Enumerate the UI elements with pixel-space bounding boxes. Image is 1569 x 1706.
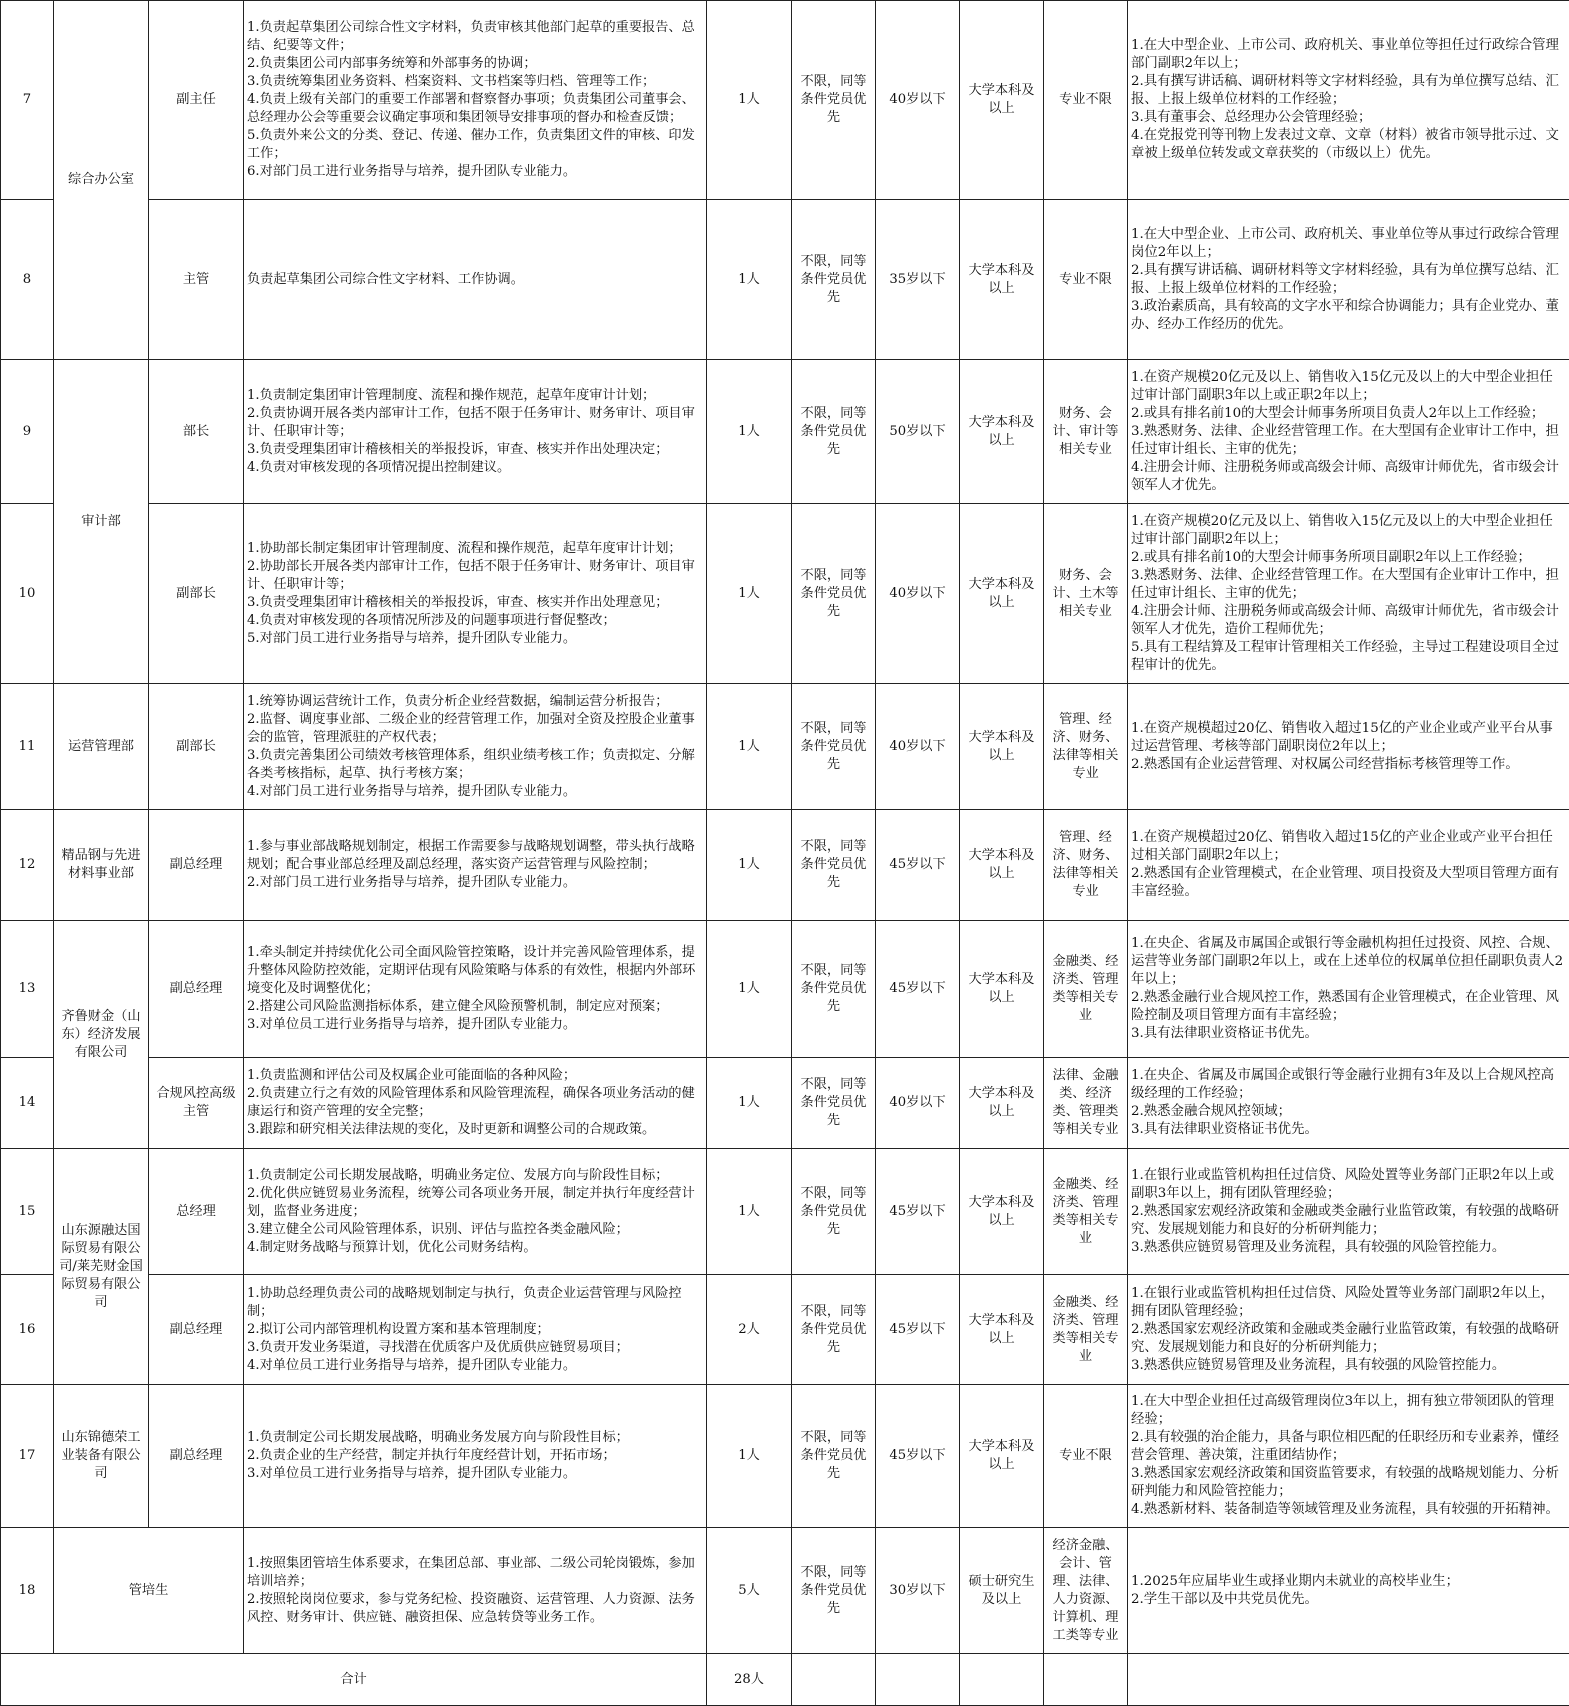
headcount-cell: 2人 bbox=[707, 1275, 792, 1385]
table-row bbox=[1, 1385, 1569, 1528]
education-cell: 大学本科及以上 bbox=[960, 360, 1044, 504]
requirement-cell: 1.在资产规模超过20亿、销售收入超过15亿的产业企业或产业平台担任过相关部门副职2年以上； 2.熟悉国有企业管理模式，在企业管理、项目投资及大型项目管理方面有丰富经验。 bbox=[1128, 810, 1569, 921]
post-cell: 副部长 bbox=[149, 504, 244, 684]
requirement-cell: 1.在央企、省属及市属国企或银行等金融机构担任过投资、风控、合规、运营等业务部门副职2年以上，或在上述单位的权属单位担任副职负责人2年以上； 2.熟悉金融行业合规风控工作，熟悉国有企业管理模式，在企业管理、风险控制及项目管理方面有丰富经验； 3.具有法律职业资格证书优先。 bbox=[1128, 921, 1569, 1058]
education-cell: 大学本科及以上 bbox=[960, 1058, 1044, 1149]
department-cell: 山东锦德荣工业装备有限公司 bbox=[54, 1385, 149, 1528]
department-cell: 运营管理部 bbox=[54, 684, 149, 810]
education-cell: 大学本科及以上 bbox=[960, 1385, 1044, 1528]
headcount-cell: 1人 bbox=[707, 1, 792, 200]
requirement-cell: 1.在央企、省属及市属国企或银行等金融行业拥有3年及以上合规风控高级经理的工作经验； 2.熟悉金融合规风控领域； 3.具有法律职业资格证书优先。 bbox=[1128, 1058, 1569, 1149]
major-cell: 财务、会计、审计等相关专业 bbox=[1044, 360, 1128, 504]
duty-cell: 负责起草集团公司综合性文字材料、工作协调。 bbox=[244, 200, 707, 360]
politics-cell: 不限，同等条件党员优先 bbox=[792, 684, 876, 810]
department-cell: 精品钢与先进材料事业部 bbox=[54, 810, 149, 921]
total-label: 合计 bbox=[1, 1654, 707, 1706]
major-cell: 专业不限 bbox=[1044, 200, 1128, 360]
education-cell: 大学本科及以上 bbox=[960, 1275, 1044, 1385]
headcount-cell: 1人 bbox=[707, 1385, 792, 1528]
table-row bbox=[1, 1, 1569, 200]
headcount-cell: 1人 bbox=[707, 1149, 792, 1275]
major-cell: 金融类、经济类、管理类等相关专业 bbox=[1044, 921, 1128, 1058]
politics-cell: 不限，同等条件党员优先 bbox=[792, 921, 876, 1058]
politics-cell: 不限，同等条件党员优先 bbox=[792, 200, 876, 360]
table-row bbox=[1, 200, 1569, 360]
post-cell: 部长 bbox=[149, 360, 244, 504]
age-cell: 40岁以下 bbox=[876, 1058, 960, 1149]
post-cell: 总经理 bbox=[149, 1149, 244, 1275]
education-cell: 大学本科及以上 bbox=[960, 200, 1044, 360]
duty-cell: 1.负责起草集团公司综合性文字材料，负责审核其他部门起草的重要报告、总结、纪要等文件； 2.负责集团公司内部事务统筹和外部事务的协调； 3.负责统筹集团业务资料、档案资料、文书档案等归档、管理等工作； 4.负责上级有关部门的重要工作部署和督察督办事项；负责集团公司董事会、总经理办公会等重要会议确定事项和集团领导安排事项的督办和检查反馈； 5.负责外来公文的分类、登记、传递、催办工作，负责集团文件的审核、印发工作； 6.对部门员工进行业务指导与培养，提升团队专业能力。 bbox=[244, 1, 707, 200]
education-cell: 大学本科及以上 bbox=[960, 921, 1044, 1058]
politics-cell: 不限，同等条件党员优先 bbox=[792, 504, 876, 684]
requirement-cell: 1.在大中型企业、上市公司、政府机关、事业单位等担任过行政综合管理部门副职2年以上； 2.具有撰写讲话稿、调研材料等文字材料经验，具有为单位撰写总结、汇报、上报上级单位材料的工作经验； 3.具有董事会、总经理办公会管理经验； 4.在党报党刊等刊物上发表过文章、文章（材料）被省市领导批示过、文章被上级单位转发或文章获奖的（市级以上）优先。 bbox=[1128, 1, 1569, 200]
row-number: 9 bbox=[1, 360, 54, 504]
row-number: 13 bbox=[1, 921, 54, 1058]
table-row bbox=[1, 1528, 1569, 1654]
department-cell: 管培生 bbox=[54, 1528, 244, 1654]
major-cell: 专业不限 bbox=[1044, 1385, 1128, 1528]
major-cell: 管理、经济、财务、法律等相关专业 bbox=[1044, 684, 1128, 810]
row-number: 8 bbox=[1, 200, 54, 360]
table-row bbox=[1, 1149, 1569, 1275]
post-cell: 副总经理 bbox=[149, 810, 244, 921]
politics-cell: 不限，同等条件党员优先 bbox=[792, 1, 876, 200]
major-cell: 金融类、经济类、管理类等相关专业 bbox=[1044, 1149, 1128, 1275]
education-cell: 硕士研究生及以上 bbox=[960, 1528, 1044, 1654]
age-cell: 35岁以下 bbox=[876, 200, 960, 360]
headcount-cell: 5人 bbox=[707, 1528, 792, 1654]
major-cell: 管理、经济、财务、法律等相关专业 bbox=[1044, 810, 1128, 921]
headcount-cell: 1人 bbox=[707, 360, 792, 504]
row-number: 10 bbox=[1, 504, 54, 684]
table-row bbox=[1, 360, 1569, 504]
headcount-cell: 1人 bbox=[707, 1058, 792, 1149]
row-number: 14 bbox=[1, 1058, 54, 1149]
education-cell: 大学本科及以上 bbox=[960, 504, 1044, 684]
requirement-cell: 1.在资产规模超过20亿、销售收入超过15亿的产业企业或产业平台从事过运营管理、考核等部门副职岗位2年以上； 2.熟悉国有企业运营管理、对权属公司经营指标考核管理等工作。 bbox=[1128, 684, 1569, 810]
education-cell: 大学本科及以上 bbox=[960, 810, 1044, 921]
duty-cell: 1.负责制定集团审计管理制度、流程和操作规范，起草年度审计计划； 2.负责协调开展各类内部审计工作，包括不限于任务审计、财务审计、项目审计、任职审计等； 3.负责受理集团审计稽核相关的举报投诉，审查、核实并作出处理决定； 4.负责对审核发现的各项情况提出控制建议。 bbox=[244, 360, 707, 504]
major-cell: 金融类、经济类、管理类等相关专业 bbox=[1044, 1275, 1128, 1385]
total-row bbox=[1, 1654, 1569, 1706]
politics-cell: 不限，同等条件党员优先 bbox=[792, 360, 876, 504]
politics-cell: 不限，同等条件党员优先 bbox=[792, 1149, 876, 1275]
table-row bbox=[1, 810, 1569, 921]
headcount-cell: 1人 bbox=[707, 504, 792, 684]
age-cell: 40岁以下 bbox=[876, 1, 960, 200]
requirement-cell: 1.在银行业或监管机构担任过信贷、风险处置等业务部门副职2年以上，拥有团队管理经验； 2.熟悉国家宏观经济政策和金融或类金融行业监管政策，有较强的战略研究、发展规划能力和良好的分析研判能力； 3.熟悉供应链贸易管理及业务流程，具有较强的风险管控能力。 bbox=[1128, 1275, 1569, 1385]
politics-cell: 不限，同等条件党员优先 bbox=[792, 1528, 876, 1654]
requirement-cell: 1.2025年应届毕业生或择业期内未就业的高校毕业生； 2.学生干部以及中共党员优先。 bbox=[1128, 1528, 1569, 1654]
requirement-cell: 1.在资产规模20亿元及以上、销售收入15亿元及以上的大中型企业担任过审计部门副职3年以上或正职2年以上； 2.或具有排名前10的大型会计师事务所项目负责人2年以上工作经验； 3.熟悉财务、法律、企业经营管理工作。在大型国有企业审计工作中，担任过审计组长、主审的优先； 4.注册会计师、注册税务师或高级会计师、高级审计师优先，省市级会计领军人才优先。 bbox=[1128, 360, 1569, 504]
headcount-cell: 1人 bbox=[707, 810, 792, 921]
age-cell: 45岁以下 bbox=[876, 810, 960, 921]
age-cell: 45岁以下 bbox=[876, 921, 960, 1058]
age-cell: 45岁以下 bbox=[876, 1149, 960, 1275]
table-row bbox=[1, 1275, 1569, 1385]
post-cell: 副总经理 bbox=[149, 1275, 244, 1385]
post-cell: 副总经理 bbox=[149, 921, 244, 1058]
education-cell: 大学本科及以上 bbox=[960, 684, 1044, 810]
table-row bbox=[1, 921, 1569, 1058]
major-cell: 经济金融、会计、管理、法律、人力资源、计算机、理工类等专业 bbox=[1044, 1528, 1128, 1654]
empty-cell bbox=[876, 1654, 960, 1706]
duty-cell: 1.协助总经理负责公司的战略规划制定与执行，负责企业运营管理与风险控制； 2.拟订公司内部管理机构设置方案和基本管理制度； 3.负责开发业务渠道，寻找潜在优质客户及优质供应链贸易项目； 4.对单位员工进行业务指导与培养，提升团队专业能力。 bbox=[244, 1275, 707, 1385]
politics-cell: 不限，同等条件党员优先 bbox=[792, 1275, 876, 1385]
headcount-cell: 1人 bbox=[707, 921, 792, 1058]
table-row bbox=[1, 1058, 1569, 1149]
age-cell: 40岁以下 bbox=[876, 684, 960, 810]
major-cell: 法律、金融类、经济类、管理类等相关专业 bbox=[1044, 1058, 1128, 1149]
age-cell: 40岁以下 bbox=[876, 504, 960, 684]
headcount-cell: 1人 bbox=[707, 200, 792, 360]
row-number: 18 bbox=[1, 1528, 54, 1654]
post-cell: 副主任 bbox=[149, 1, 244, 200]
row-number: 7 bbox=[1, 1, 54, 200]
post-cell: 副总经理 bbox=[149, 1385, 244, 1528]
department-cell: 审计部 bbox=[54, 360, 149, 684]
age-cell: 45岁以下 bbox=[876, 1385, 960, 1528]
age-cell: 30岁以下 bbox=[876, 1528, 960, 1654]
department-cell: 山东源融达国际贸易有限公司/莱芜财金国际贸易有限公司 bbox=[54, 1149, 149, 1385]
row-number: 15 bbox=[1, 1149, 54, 1275]
requirement-cell: 1.在大中型企业担任过高级管理岗位3年以上，拥有独立带领团队的管理经验； 2.具有较强的治企能力，具备与职位相匹配的任职经历和专业素养，懂经营会管理、善决策，注重团结协作； 3.熟悉国家宏观经济政策和国资监管要求，有较强的战略规划能力、分析研判能力和风险管控能力； 4.熟悉新材料、装备制造等领域管理及业务流程，具有较强的开拓精神。 bbox=[1128, 1385, 1569, 1528]
major-cell: 财务、会计、土木等相关专业 bbox=[1044, 504, 1128, 684]
department-cell: 齐鲁财金（山东）经济发展有限公司 bbox=[54, 921, 149, 1149]
education-cell: 大学本科及以上 bbox=[960, 1149, 1044, 1275]
duty-cell: 1.按照集团管培生体系要求，在集团总部、事业部、二级公司轮岗锻炼，参加培训培养； 2.按照轮岗岗位要求，参与党务纪检、投资融资、运营管理、人力资源、法务风控、财务审计、供应链、融资担保、应急转贷等业务工作。 bbox=[244, 1528, 707, 1654]
empty-cell bbox=[1128, 1654, 1569, 1706]
post-cell: 合规风控高级主管 bbox=[149, 1058, 244, 1149]
duty-cell: 1.牵头制定并持续优化公司全面风险管控策略，设计并完善风险管理体系，提升整体风险防控效能，定期评估现有风险策略与体系的有效性，根据内外部环境变化及时调整优化； 2.搭建公司风险监测指标体系，建立健全风险预警机制，制定应对预案； 3.对单位员工进行业务指导与培养，提升团队专业能力。 bbox=[244, 921, 707, 1058]
row-number: 17 bbox=[1, 1385, 54, 1528]
age-cell: 45岁以下 bbox=[876, 1275, 960, 1385]
row-number: 11 bbox=[1, 684, 54, 810]
empty-cell bbox=[1044, 1654, 1128, 1706]
duty-cell: 1.参与事业部战略规划制定，根据工作需要参与战略规划调整，带头执行战略规划；配合事业部总经理及副总经理，落实资产运营管理与风险控制； 2.对部门员工进行业务指导与培养，提升团队专业能力。 bbox=[244, 810, 707, 921]
duty-cell: 1.协助部长制定集团审计管理制度、流程和操作规范，起草年度审计计划； 2.协助部长开展各类内部审计工作，包括不限于任务审计、财务审计、项目审计、任职审计等； 3.负责受理集团审计稽核相关的举报投诉，审查、核实并作出处理意见； 4.负责对审核发现的各项情况所涉及的问题事项进行督促整改； 5.对部门员工进行业务指导与培养，提升团队专业能力。 bbox=[244, 504, 707, 684]
age-cell: 50岁以下 bbox=[876, 360, 960, 504]
politics-cell: 不限，同等条件党员优先 bbox=[792, 810, 876, 921]
row-number: 12 bbox=[1, 810, 54, 921]
total-count: 28人 bbox=[707, 1654, 792, 1706]
requirement-cell: 1.在资产规模20亿元及以上、销售收入15亿元及以上的大中型企业担任过审计部门副职2年以上； 2.或具有排名前10的大型会计师事务所项目副职2年以上工作经验； 3.熟悉财务、法律、企业经营管理工作。在大型国有企业审计工作中，担任过审计组长、主审的优先； 4.注册会计师、注册税务师或高级会计师、高级审计师优先，省市级会计领军人才优先，造价工程师优先； 5.具有工程结算及工程审计管理相关工作经验，主导过工程建设项目全过程审计的优先。 bbox=[1128, 504, 1569, 684]
duty-cell: 1.负责制定公司长期发展战略，明确业务定位、发展方向与阶段性目标； 2.优化供应链贸易业务流程，统筹公司各项业务开展，制定并执行年度经营计划，监督业务进度； 3.建立健全公司风险管理体系，识别、评估与监控各类金融风险； 4.制定财务战略与预算计划，优化公司财务结构。 bbox=[244, 1149, 707, 1275]
table-row bbox=[1, 684, 1569, 810]
row-number: 16 bbox=[1, 1275, 54, 1385]
empty-cell bbox=[960, 1654, 1044, 1706]
duty-cell: 1.统筹协调运营统计工作，负责分析企业经营数据，编制运营分析报告； 2.监督、调度事业部、二级企业的经营管理工作，加强对全资及控股企业董事会的监管，管理派驻的产权代表； 3.负责完善集团公司绩效考核管理体系，组织业绩考核工作；负责拟定、分解各类考核指标，起草、执行考核方案； 4.对部门员工进行业务指导与培养，提升团队专业能力。 bbox=[244, 684, 707, 810]
requirement-cell: 1.在银行业或监管机构担任过信贷、风险处置等业务部门正职2年以上或副职3年以上，拥有团队管理经验； 2.熟悉国家宏观经济政策和金融或类金融行业监管政策，有较强的战略研究、发展规划能力和良好的分析研判能力； 3.熟悉供应链贸易管理及业务流程，具有较强的风险管控能力。 bbox=[1128, 1149, 1569, 1275]
department-cell: 综合办公室 bbox=[54, 1, 149, 360]
requirement-cell: 1.在大中型企业、上市公司、政府机关、事业单位等从事过行政综合管理岗位2年以上； 2.具有撰写讲话稿、调研材料等文字材料经验，具有为单位撰写总结、汇报、上报上级单位材料的工作经验； 3.政治素质高，具有较高的文字水平和综合协调能力；具有企业党办、董办、经办工作经历的优先。 bbox=[1128, 200, 1569, 360]
duty-cell: 1.负责制定公司长期发展战略，明确业务发展方向与阶段性目标； 2.负责企业的生产经营，制定并执行年度经营计划，开拓市场； 3.对单位员工进行业务指导与培养，提升团队专业能力。 bbox=[244, 1385, 707, 1528]
post-cell: 主管 bbox=[149, 200, 244, 360]
post-cell: 副部长 bbox=[149, 684, 244, 810]
major-cell: 专业不限 bbox=[1044, 1, 1128, 200]
duty-cell: 1.负责监测和评估公司及权属企业可能面临的各种风险； 2.负责建立行之有效的风险管理体系和风险管理流程，确保各项业务活动的健康运行和资产管理的安全完整； 3.跟踪和研究相关法律法规的变化，及时更新和调整公司的合规政策。 bbox=[244, 1058, 707, 1149]
education-cell: 大学本科及以上 bbox=[960, 1, 1044, 200]
politics-cell: 不限，同等条件党员优先 bbox=[792, 1058, 876, 1149]
table-row bbox=[1, 504, 1569, 684]
headcount-cell: 1人 bbox=[707, 684, 792, 810]
empty-cell bbox=[792, 1654, 876, 1706]
politics-cell: 不限，同等条件党员优先 bbox=[792, 1385, 876, 1528]
